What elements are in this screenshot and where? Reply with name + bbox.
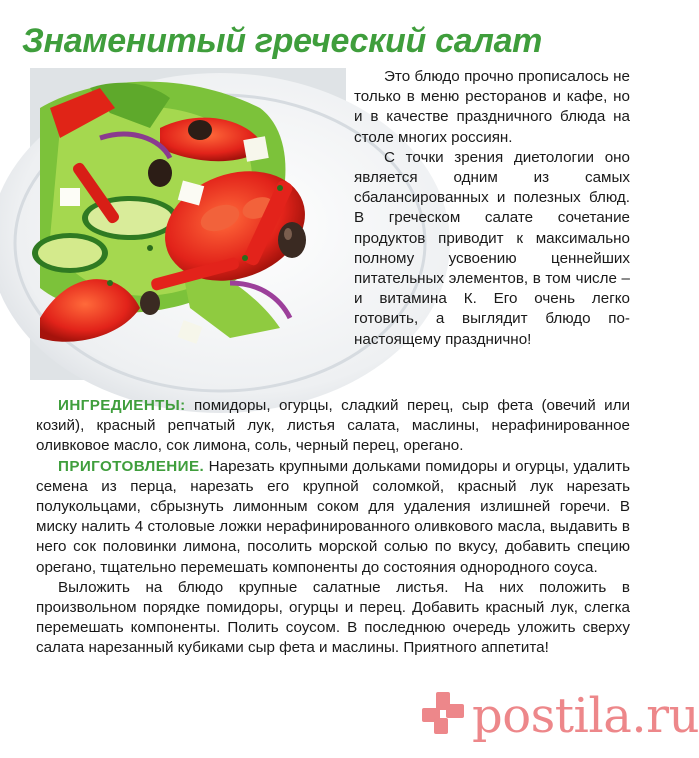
preparation-heading: ПРИГОТОВЛЕНИЕ. <box>58 457 205 475</box>
salad-photo <box>30 68 346 380</box>
ingredients-paragraph <box>36 396 630 457</box>
preparation-paragraph <box>36 457 630 578</box>
recipe-text <box>36 396 630 659</box>
watermark-text: postila.ru <box>472 687 699 744</box>
intro-paragraph: Это блюдо прочно прописалось не только в меню ресторанов и кафе, но и в качестве праздничного блюда на столе многих россиян. <box>354 68 630 146</box>
intro-paragraph: С точки зрения диетологии оно является одним из самых сбалансированных и полезных блюд. В греческом салате сочетание продуктов приводит к максимально полному усвоению ценнейших питательных элементов, в том числе – и витамина К. Его очень легко готовить, а выглядит блюдо по-настоящему празднично! <box>354 148 630 348</box>
intro-text <box>354 67 630 350</box>
serving-paragraph: Выложить на блюдо крупные салатные листья. На них положить в произвольном порядке помидоры, огурцы и перец. Добавить красный лук, слегка перемешать компоненты. Полить соусом. В последнюю очередь уложить сверху салата нарезанный кубиками сыр фета и маслины. Приятного аппетита! <box>36 578 630 657</box>
ingredients-text: помидоры, огурцы, сладкий перец, сыр фета (овечий или козий), красный репчатый лук, листья салата, маслины, нерафинированное оливковое масло, сок лимона, соль, черный перец, орегано. <box>36 397 630 455</box>
watermark <box>420 687 699 744</box>
postila-logo-icon <box>420 690 466 741</box>
article-title: Знаменитый греческий салат <box>22 22 543 60</box>
preparation-text: Нарезать крупными дольками помидоры и огурцы, удалить семена из перца, нарезать его крупной соломкой, красный лук нарезать полукольцами, сбрызнуть лимонным соком для удаления излишней горечи. В миску налить 4 столовые ложки нерафинированного оливкового масла, выдавить в него сок половинки лимона, посолить морской солью по вкусу, добавить специю орегано, тщательно перемешать компоненты до состояния однородного соуса. <box>36 457 630 576</box>
ingredients-heading: ИНГРЕДИЕНТЫ: <box>58 397 186 414</box>
